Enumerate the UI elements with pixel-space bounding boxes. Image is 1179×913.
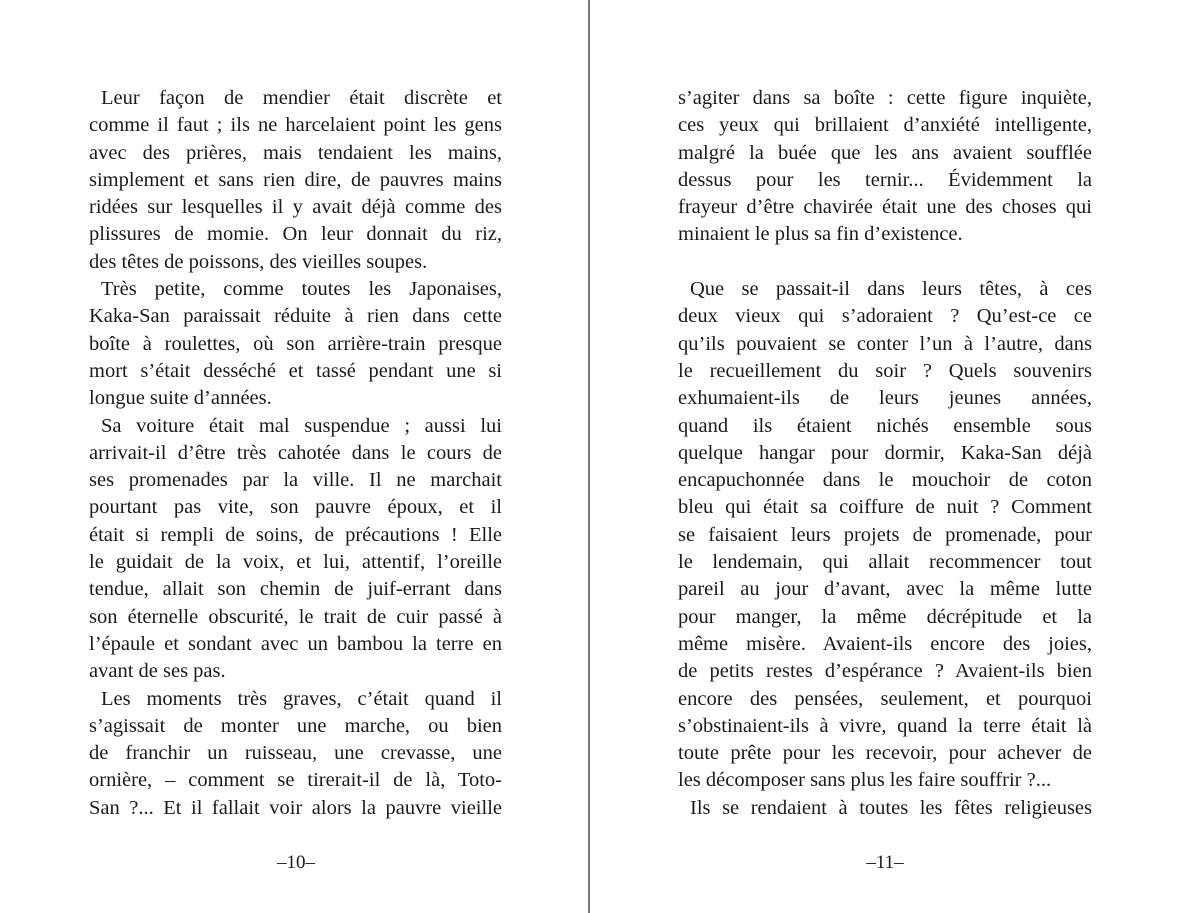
- text-line: encapuchonnée dans le mouchoir de coton: [678, 469, 1092, 492]
- right-page-text: [678, 85, 1092, 822]
- text-line: Que se passait-il dans leurs têtes, à ces: [690, 278, 1092, 301]
- text-line: était si rempli de soins, de précautions ! Elle: [89, 523, 502, 546]
- text-line: de franchir un ruisseau, une crevasse, une: [89, 742, 502, 765]
- text-line: tendue, allait son chemin de juif-errant dans: [89, 578, 502, 601]
- text-line: quand ils étaient nichés ensemble sous: [678, 414, 1092, 437]
- text-line: s’agissait de monter une marche, ou bien: [89, 714, 502, 737]
- text-line: les décomposer sans plus les faire souffrir ?...: [678, 769, 1052, 792]
- text-line: plissures de momie. On leur donnait du riz,: [89, 223, 502, 246]
- text-line: deux vieux qui s’adoraient ? Qu’est-ce ce: [678, 305, 1092, 328]
- text-line: le lendemain, qui allait recommencer tout: [678, 551, 1092, 574]
- text-line: pareil au jour d’avant, avec la même lutte: [678, 578, 1092, 601]
- text-line: avec des prières, mais tendaient les mains,: [89, 141, 502, 164]
- text-line: arrivait-il d’être très cahotée dans le cours de: [89, 441, 502, 464]
- text-line: Sa voiture était mal suspendue ; aussi lui: [101, 414, 502, 437]
- text-line: malgré la buée que les ans avaient soufflée: [678, 141, 1092, 164]
- text-line: Ils se rendaient à toutes les fêtes religieuses: [690, 796, 1092, 819]
- text-line: l’épaule et sondant avec un bambou la terre en: [89, 632, 502, 655]
- text-line: se faisaient leurs projets de promenade, pour: [678, 523, 1092, 546]
- text-line: longue suite d’années.: [89, 387, 272, 410]
- text-line: San ?... Et il fallait voir alors la pauvre vieille: [89, 796, 502, 819]
- text-line: minaient le plus sa fin d’existence.: [678, 223, 963, 246]
- page-number-left: –10–: [277, 852, 315, 873]
- text-line: des têtes de poissons, des vieilles soupes.: [89, 250, 428, 273]
- text-line: qu’ils pouvaient se conter l’un à l’autre, dans: [678, 332, 1092, 355]
- paragraph-gap: [678, 249, 1092, 276]
- text-line: encore des pensées, seulement, et pourquoi: [678, 687, 1092, 710]
- text-line: Leur façon de mendier était discrète et: [101, 87, 502, 109]
- text-line: de petits restes d’espérance ? Avaient-ils bien: [678, 660, 1092, 683]
- text-line: Kaka-San paraissait réduite à rien dans cette: [89, 305, 502, 328]
- text-line: ridées sur lesquelles il y avait déjà comme des: [89, 196, 502, 219]
- text-line: pourtant pas vite, son pauvre époux, et il: [89, 496, 502, 519]
- text-line: s’obstinaient-ils à vivre, quand la terre était là: [678, 714, 1092, 737]
- text-line: le recueillement du soir ? Quels souvenirs: [678, 359, 1092, 382]
- text-line: Les moments très graves, c’était quand il: [101, 687, 502, 710]
- text-line: avant de ses pas.: [89, 660, 226, 683]
- text-line: toute prête pour les recevoir, pour achever de: [678, 742, 1092, 765]
- text-line: même misère. Avaient-ils encore des joies,: [678, 632, 1092, 655]
- text-line: simplement et sans rien dire, de pauvres mains: [89, 168, 502, 191]
- text-line: boîte à roulettes, où son arrière-train presque: [89, 332, 502, 355]
- text-line: dessus pour les ternir... Évidemment la: [678, 168, 1092, 191]
- text-line: exhumaient-ils de leurs jeunes années,: [678, 387, 1092, 410]
- text-line: ces yeux qui brillaient d’anxiété intelligente,: [678, 114, 1092, 137]
- page-number-right: –11–: [866, 852, 904, 873]
- text-line: ses promenades par la ville. Il ne marchait: [89, 469, 502, 492]
- text-line: s’agiter dans sa boîte : cette figure inquiète,: [678, 87, 1092, 109]
- text-line: son éternelle obscurité, le trait de cuir passé à: [89, 605, 502, 628]
- text-line: ornière, – comment se tirerait-il de là, Toto-: [89, 769, 502, 792]
- text-line: bleu qui était sa coiffure de nuit ? Comment: [678, 496, 1092, 519]
- text-line: frayeur d’être chavirée était une des choses qui: [678, 196, 1092, 219]
- text-line: quelque hangar pour dormir, Kaka-San déjà: [678, 441, 1092, 464]
- text-line: pour manger, la même décrépitude et la: [678, 605, 1092, 628]
- text-line: Très petite, comme toutes les Japonaises,: [101, 278, 502, 301]
- text-line: comme il faut ; ils ne harcelaient point les gens: [89, 114, 502, 137]
- text-line: le guidait de la voix, et lui, attentif, l’oreille: [89, 551, 502, 574]
- left-page-text: [89, 85, 502, 822]
- page-gutter-divider: [588, 0, 590, 913]
- text-line: mort s’était desséché et tassé pendant une si: [89, 359, 502, 382]
